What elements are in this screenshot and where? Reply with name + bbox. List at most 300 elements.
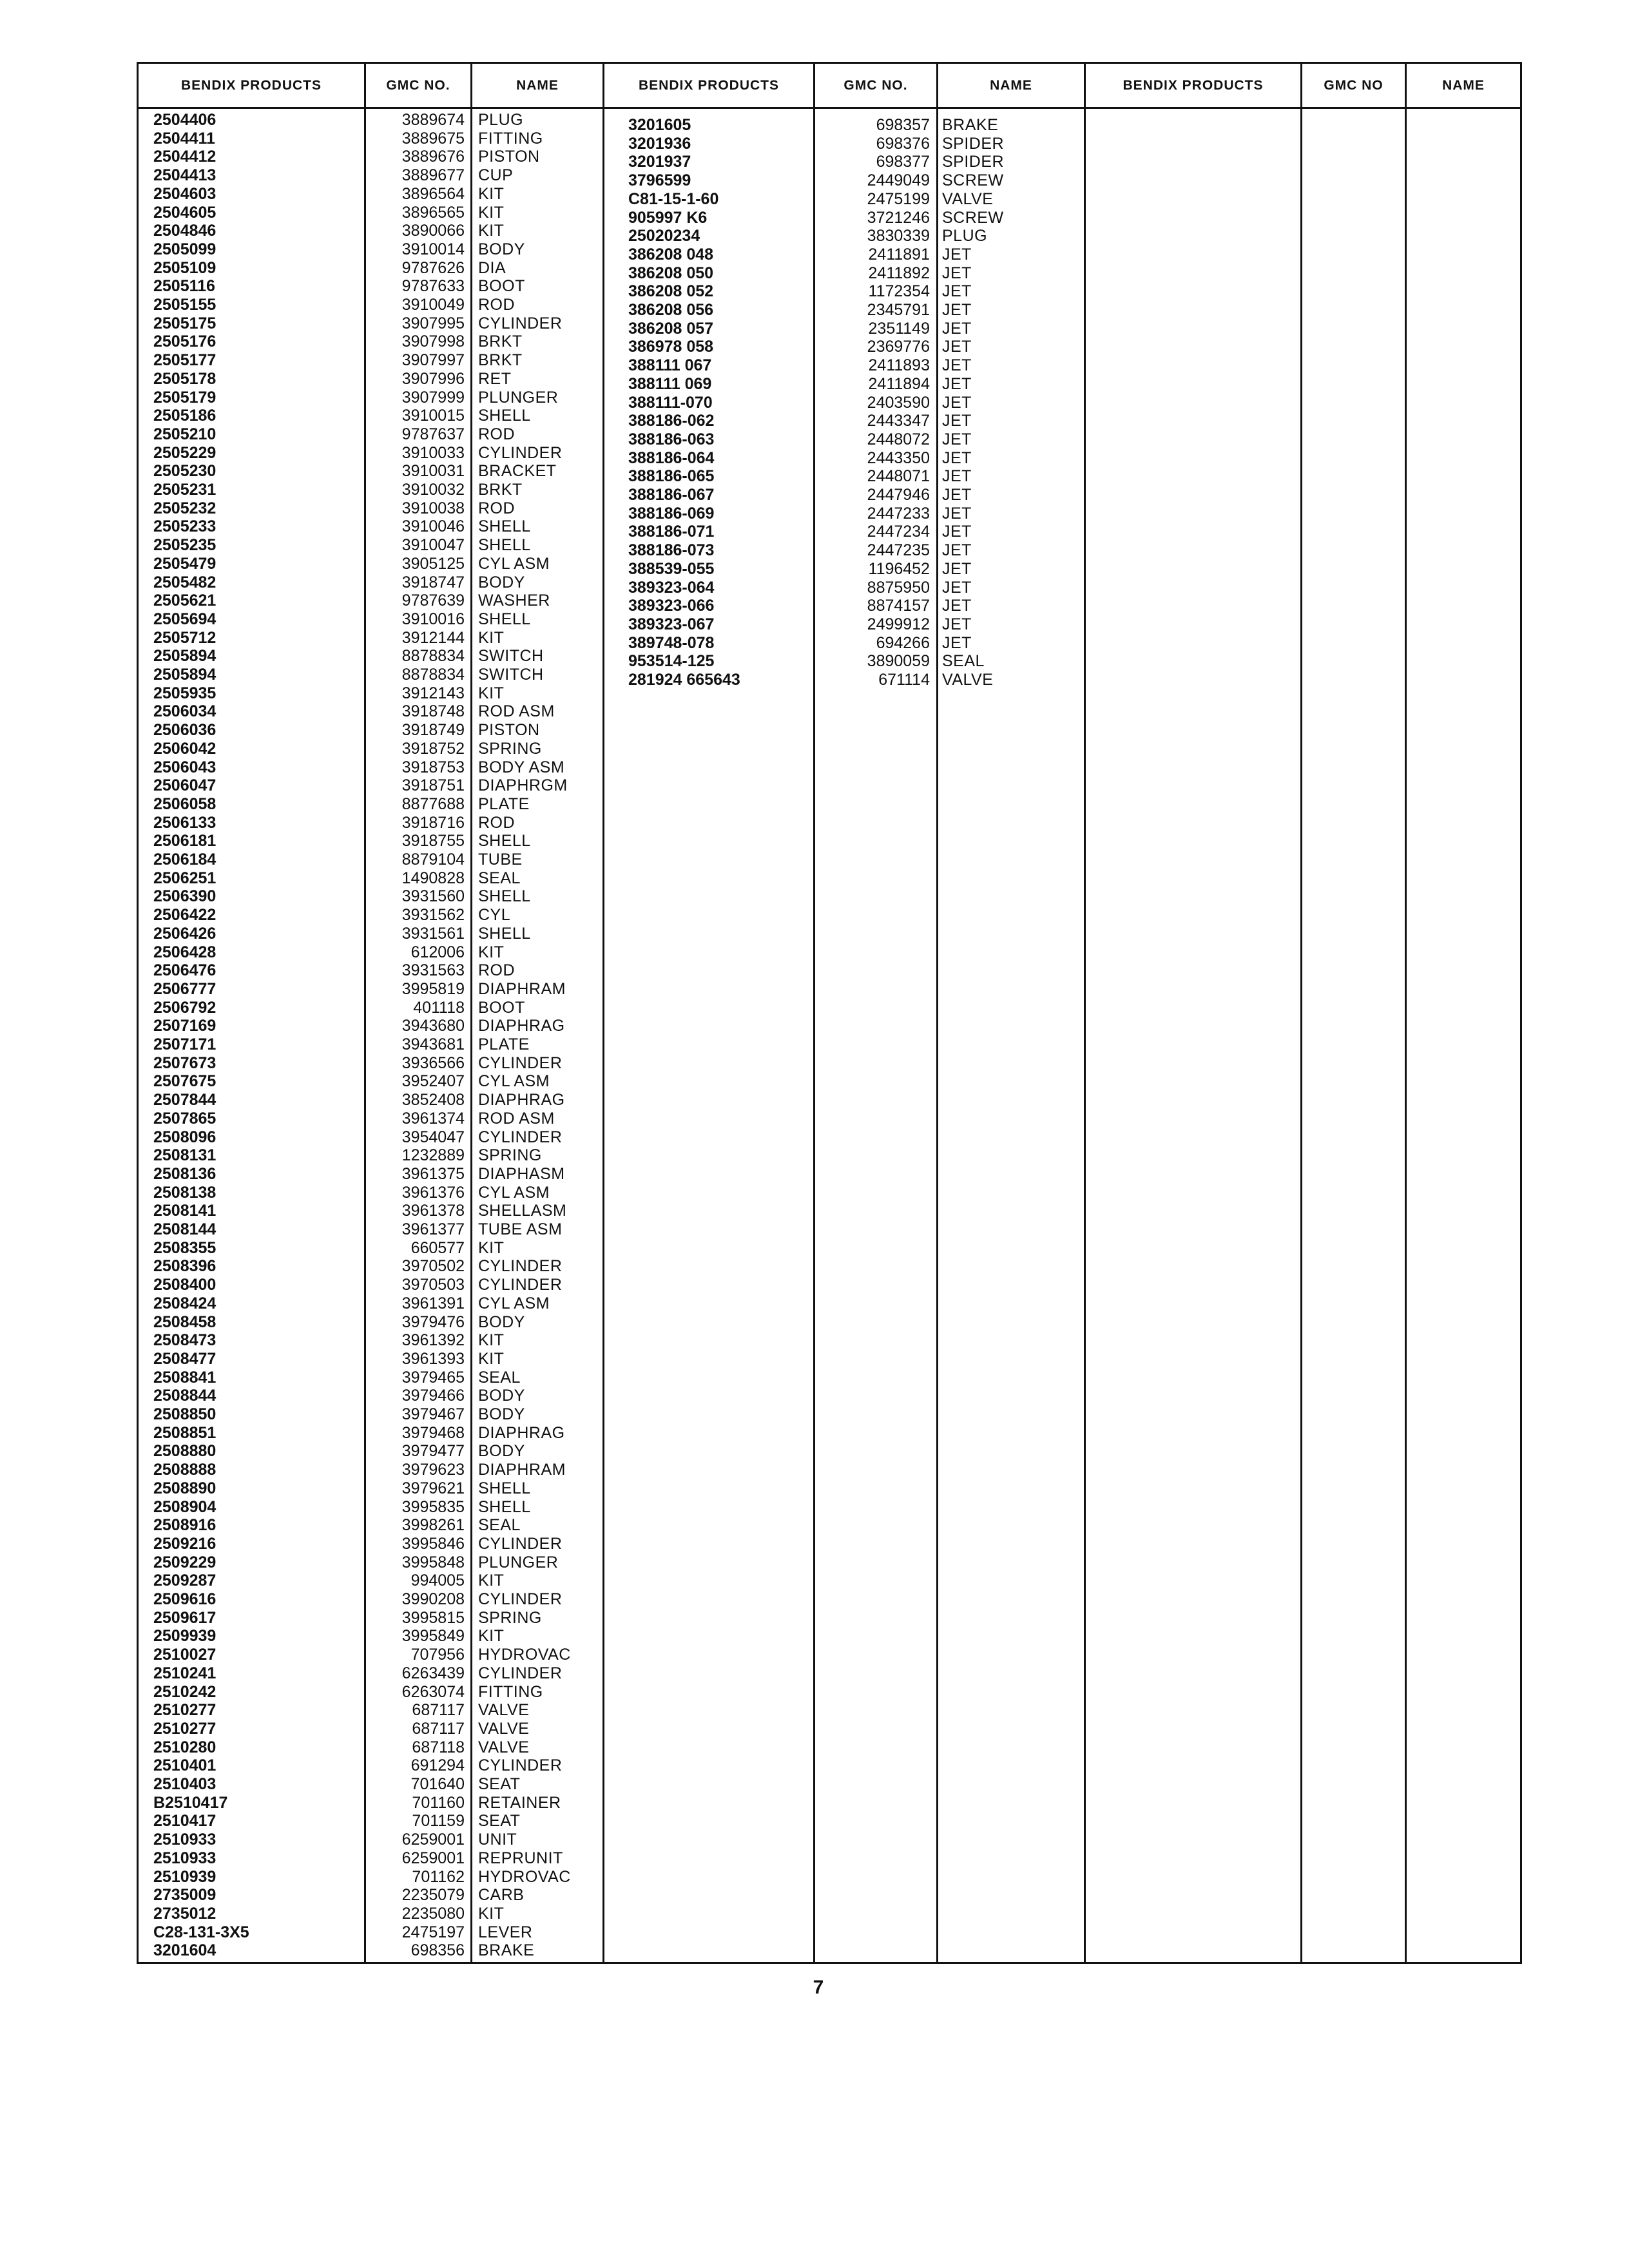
- header-gmc-no-3: GMC NO: [1324, 78, 1383, 93]
- table-row-product-number: 2508355: [153, 1238, 217, 1257]
- table-row-part-name: PISTON: [478, 721, 540, 740]
- table-row-product-number: 2510241: [153, 1664, 217, 1682]
- table-row-part-name: SPIDER: [942, 153, 1005, 171]
- table-row-product-number: 2510933: [153, 1831, 217, 1849]
- header-bendix-products-1: BENDIX PRODUCTS: [180, 78, 322, 93]
- table-row-part-name: VALVE: [942, 189, 994, 208]
- table-row-gmc-number: 3896564: [401, 184, 465, 203]
- table-row-part-name: VALVE: [478, 1738, 530, 1756]
- table-row-part-name: SEAL: [478, 1516, 521, 1535]
- table-row-part-name: PLATE: [478, 794, 530, 813]
- table-row-part-name: BODY: [478, 240, 525, 258]
- table-row-product-number: 2505109: [153, 258, 217, 277]
- table-row-product-number: 388186-073: [628, 541, 715, 560]
- table-row-product-number: 2509617: [153, 1608, 217, 1627]
- table-row-part-name: SHELL: [478, 517, 531, 536]
- table-row-part-name: SEAL: [478, 1368, 521, 1387]
- table-row-part-name: KIT: [478, 1349, 505, 1368]
- table-row-product-number: 388186-067: [628, 486, 715, 504]
- table-row-part-name: JET: [942, 412, 972, 430]
- column-divider: [936, 62, 938, 1964]
- table-row-product-number: 2509939: [153, 1627, 217, 1646]
- table-row-gmc-number: 3979476: [401, 1312, 465, 1331]
- table-row-product-number: 3201936: [628, 134, 691, 153]
- table-row-part-name: KIT: [478, 943, 505, 961]
- table-row-gmc-number: 3889675: [401, 129, 465, 148]
- table-row-product-number: 2508844: [153, 1387, 217, 1405]
- table-row-part-name: JET: [942, 374, 972, 393]
- table-row-product-number: 388186-064: [628, 448, 715, 467]
- table-row-gmc-number: 2448072: [867, 430, 930, 448]
- table-row-gmc-number: 3910038: [401, 499, 465, 517]
- table-row-part-name: BODY: [478, 1387, 525, 1405]
- table-row-gmc-number: 691294: [410, 1756, 465, 1775]
- table-row-part-name: JET: [942, 504, 972, 523]
- table-row-product-number: 2505176: [153, 332, 217, 351]
- table-row-gmc-number: 2411892: [868, 264, 930, 282]
- column-divider: [1084, 62, 1086, 1964]
- table-row-product-number: 2508473: [153, 1331, 217, 1350]
- table-row-part-name: JET: [942, 430, 972, 448]
- table-row-part-name: SEAL: [942, 652, 985, 671]
- table-row-product-number: 2510242: [153, 1682, 217, 1701]
- table-row-gmc-number: 3954047: [401, 1128, 465, 1146]
- table-row-product-number: 2505231: [153, 481, 217, 499]
- table-row-gmc-number: 687117: [412, 1719, 465, 1738]
- table-row-product-number: 2505894: [153, 647, 217, 666]
- table-row-product-number: 2505235: [153, 536, 217, 555]
- table-row-gmc-number: 3995848: [401, 1553, 465, 1571]
- table-row-part-name: CYL ASM: [478, 554, 550, 573]
- table-row-gmc-number: 8878834: [401, 666, 465, 684]
- table-row-part-name: CUP: [478, 166, 514, 185]
- table-row-part-name: SHELL: [478, 1497, 531, 1516]
- table-row-part-name: KIT: [478, 222, 505, 240]
- table-row-gmc-number: 6263439: [401, 1664, 465, 1682]
- table-row-part-name: PLUG: [478, 111, 524, 129]
- table-row-part-name: JET: [942, 356, 972, 375]
- table-row-product-number: 2506251: [153, 869, 217, 887]
- table-row-part-name: KIT: [478, 184, 505, 203]
- table-row-product-number: 2508850: [153, 1405, 217, 1423]
- table-row-part-name: CYLINDER: [478, 1053, 563, 1072]
- table-row-gmc-number: 3896565: [401, 203, 465, 222]
- page-number: 7: [813, 1977, 824, 1998]
- table-row-part-name: ROD ASM: [478, 702, 555, 721]
- header-gmc-no-1: GMC NO.: [386, 78, 450, 93]
- table-row-part-name: BRKT: [478, 332, 523, 351]
- table-row-part-name: CYLINDER: [478, 1664, 563, 1682]
- table-row-product-number: 3201937: [628, 153, 691, 171]
- table-row-gmc-number: 994005: [410, 1571, 465, 1590]
- table-row-part-name: SEAT: [478, 1812, 521, 1831]
- table-row-part-name: KIT: [478, 684, 505, 702]
- table-row-gmc-number: 3918752: [401, 739, 465, 758]
- table-row-product-number: 2505177: [153, 351, 217, 370]
- table-row-product-number: 2505099: [153, 240, 217, 258]
- table-row-product-number: 2508136: [153, 1164, 217, 1183]
- table-row-part-name: CYLINDER: [478, 1590, 563, 1608]
- table-row-product-number: 2507865: [153, 1109, 217, 1128]
- table-row-part-name: WASHER: [478, 591, 550, 610]
- table-row-gmc-number: 3995815: [401, 1608, 465, 1627]
- table-row-part-name: ROD ASM: [478, 1109, 555, 1128]
- table-row-product-number: 388186-063: [628, 430, 715, 448]
- table-row-part-name: BODY ASM: [478, 758, 565, 776]
- table-row-product-number: 2509287: [153, 1571, 217, 1590]
- table-row-part-name: CYLINDER: [478, 443, 563, 462]
- table-row-gmc-number: 3990208: [401, 1590, 465, 1608]
- table-row-product-number: 905997 K6: [628, 208, 708, 227]
- table-row-product-number: 2505479: [153, 554, 217, 573]
- table-row-product-number: 386208 050: [628, 264, 714, 282]
- table-row-part-name: KIT: [478, 203, 505, 222]
- table-row-gmc-number: 3943680: [401, 1017, 465, 1035]
- table-row-part-name: BRKT: [478, 351, 523, 370]
- table-row-gmc-number: 698377: [876, 153, 930, 171]
- table-row-product-number: 2508424: [153, 1294, 217, 1312]
- table-row-part-name: FITTING: [478, 129, 543, 148]
- table-row-gmc-number: 3890066: [401, 222, 465, 240]
- table-row-part-name: ROD: [478, 425, 516, 443]
- table-row-gmc-number: 3961393: [401, 1349, 465, 1368]
- table-row-gmc-number: 3979466: [401, 1387, 465, 1405]
- table-row-part-name: JET: [942, 467, 972, 486]
- table-row-product-number: 2510027: [153, 1646, 217, 1664]
- table-row-product-number: 2504413: [153, 166, 217, 185]
- table-row-part-name: SWITCH: [478, 647, 544, 666]
- table-row-product-number: 2508096: [153, 1128, 217, 1146]
- table-row-gmc-number: 3910014: [401, 240, 465, 258]
- table-row-gmc-number: 3979623: [401, 1461, 465, 1479]
- table-row-part-name: JET: [942, 486, 972, 504]
- table-row-part-name: JET: [942, 523, 972, 541]
- table-row-part-name: DIAPHRGM: [478, 776, 568, 795]
- table-row-part-name: SWITCH: [478, 666, 544, 684]
- table-row-product-number: 2507171: [153, 1035, 217, 1053]
- table-row-gmc-number: 3979467: [401, 1405, 465, 1423]
- table-row-part-name: JET: [942, 282, 972, 301]
- table-row-gmc-number: 3889674: [401, 111, 465, 129]
- table-row-product-number: 2506792: [153, 998, 217, 1017]
- header-gmc-no-2: GMC NO.: [843, 78, 908, 93]
- column-divider: [1300, 62, 1302, 1964]
- table-row-gmc-number: 2449049: [867, 171, 930, 190]
- table-row-part-name: SHELL: [478, 924, 531, 943]
- table-row-part-name: PLUNGER: [478, 388, 559, 407]
- table-row-gmc-number: 3961377: [401, 1220, 465, 1238]
- table-row-part-name: VALVE: [942, 671, 994, 689]
- table-row-gmc-number: 707956: [410, 1646, 465, 1664]
- table-row-product-number: 2505179: [153, 388, 217, 407]
- table-row-gmc-number: 3931563: [401, 961, 465, 980]
- table-row-gmc-number: 8875950: [867, 578, 930, 597]
- table-row-product-number: 2505621: [153, 591, 217, 610]
- table-row-gmc-number: 3970503: [401, 1276, 465, 1294]
- table-row-product-number: 388111 069: [628, 374, 712, 393]
- table-row-part-name: BODY: [478, 1405, 525, 1423]
- table-row-product-number: 2510403: [153, 1775, 217, 1793]
- table-row-part-name: SPRING: [478, 739, 542, 758]
- table-row-gmc-number: 3931561: [401, 924, 465, 943]
- table-row-part-name: SPRING: [478, 1146, 542, 1165]
- table-row-part-name: PISTON: [478, 148, 540, 166]
- table-row-product-number: 2506042: [153, 739, 217, 758]
- table-row-gmc-number: 3995835: [401, 1497, 465, 1516]
- table-row-part-name: ROD: [478, 499, 516, 517]
- table-row-product-number: 388186-069: [628, 504, 715, 523]
- table-row-product-number: 2508880: [153, 1442, 217, 1461]
- table-row-gmc-number: 3918755: [401, 832, 465, 850]
- table-row-part-name: BOOT: [478, 998, 525, 1017]
- table-row-product-number: 388111 067: [628, 356, 712, 375]
- table-row-product-number: B2510417: [153, 1793, 228, 1812]
- table-row-gmc-number: 612006: [410, 943, 465, 961]
- table-row-product-number: 2506422: [153, 906, 217, 925]
- table-row-product-number: 2505712: [153, 628, 217, 647]
- table-row-product-number: 2510417: [153, 1812, 217, 1831]
- table-row-product-number: 2506043: [153, 758, 217, 776]
- table-row-product-number: 2508131: [153, 1146, 217, 1165]
- header-name-3: NAME: [1442, 78, 1485, 93]
- table-row-gmc-number: 1172354: [868, 282, 930, 301]
- table-row-part-name: JET: [942, 338, 972, 356]
- table-row-gmc-number: 3961374: [401, 1109, 465, 1128]
- table-row-gmc-number: 687117: [412, 1701, 465, 1720]
- table-row-gmc-number: 8878834: [401, 647, 465, 666]
- table-row-gmc-number: 3995849: [401, 1627, 465, 1646]
- table-row-part-name: SHELL: [478, 407, 531, 425]
- table-row-gmc-number: 2369776: [867, 338, 930, 356]
- table-row-part-name: HYDROVAC: [478, 1646, 571, 1664]
- table-row-gmc-number: 3910032: [401, 481, 465, 499]
- table-row-part-name: CYLINDER: [478, 1276, 563, 1294]
- table-row-gmc-number: 3979468: [401, 1423, 465, 1442]
- table-row-gmc-number: 2499912: [867, 615, 930, 633]
- table-row-product-number: 2508138: [153, 1183, 217, 1202]
- table-row-part-name: SHELL: [478, 536, 531, 555]
- header-bendix-products-2: BENDIX PRODUCTS: [638, 78, 780, 93]
- table-row-product-number: 389323-064: [628, 578, 715, 597]
- table-row-gmc-number: 2443347: [867, 412, 930, 430]
- table-row-gmc-number: 3910049: [401, 296, 465, 314]
- table-row-product-number: 2507675: [153, 1072, 217, 1091]
- table-row-product-number: 3201604: [153, 1941, 217, 1960]
- table-row-product-number: C81-15-1-60: [628, 189, 719, 208]
- table-row-product-number: 2506133: [153, 813, 217, 832]
- table-row-gmc-number: 3918716: [401, 813, 465, 832]
- table-row-product-number: 2505894: [153, 666, 217, 684]
- table-row-product-number: 388186-065: [628, 467, 715, 486]
- table-row-part-name: JET: [942, 319, 972, 338]
- table-row-product-number: 3796599: [628, 171, 691, 190]
- table-row-gmc-number: 671114: [878, 671, 930, 689]
- table-row-product-number: 2508144: [153, 1220, 217, 1238]
- table-row-product-number: 2508841: [153, 1368, 217, 1387]
- table-row-part-name: JET: [942, 448, 972, 467]
- table-row-part-name: SHELLASM: [478, 1202, 567, 1220]
- table-row-part-name: BRACKET: [478, 462, 557, 481]
- table-row-gmc-number: 3910031: [401, 462, 465, 481]
- table-row-gmc-number: 3918753: [401, 758, 465, 776]
- table-row-gmc-number: 3943681: [401, 1035, 465, 1053]
- table-row-gmc-number: 9787639: [401, 591, 465, 610]
- table-row-gmc-number: 3910016: [401, 610, 465, 628]
- table-row-gmc-number: 3961378: [401, 1202, 465, 1220]
- table-row-gmc-number: 3961392: [401, 1331, 465, 1350]
- table-row-product-number: 2508904: [153, 1497, 217, 1516]
- table-row-gmc-number: 2448071: [867, 467, 930, 486]
- table-row-part-name: CYL ASM: [478, 1183, 550, 1202]
- table-row-gmc-number: 698357: [876, 116, 930, 134]
- table-row-part-name: RETAINER: [478, 1793, 561, 1812]
- table-row-gmc-number: 1196452: [868, 559, 930, 578]
- table-row-part-name: JET: [942, 615, 972, 633]
- table-row-product-number: 2505116: [153, 277, 215, 296]
- table-row-gmc-number: 2447233: [867, 504, 930, 523]
- table-row-gmc-number: 3907995: [401, 314, 465, 332]
- table-row-product-number: 2504412: [153, 148, 217, 166]
- table-row-gmc-number: 3961375: [401, 1164, 465, 1183]
- table-row-product-number: 389323-066: [628, 597, 715, 615]
- table-row-product-number: 2508396: [153, 1257, 217, 1276]
- table-row-gmc-number: 401118: [413, 998, 465, 1017]
- table-row-gmc-number: 3905125: [401, 554, 465, 573]
- table-row-gmc-number: 694266: [876, 633, 930, 652]
- table-row-gmc-number: 3918749: [401, 721, 465, 740]
- table-row-product-number: C28-131-3X5: [153, 1923, 249, 1941]
- table-row-part-name: PLUNGER: [478, 1553, 559, 1571]
- table-row-product-number: 2505229: [153, 443, 217, 462]
- table-row-gmc-number: 1490828: [401, 869, 465, 887]
- table-row-part-name: JET: [942, 264, 972, 282]
- table-row-gmc-number: 2235080: [401, 1904, 465, 1923]
- table-row-product-number: 281924 665643: [628, 671, 740, 689]
- table-row-part-name: RET: [478, 369, 512, 388]
- table-row-part-name: DIAPHRAM: [478, 979, 566, 998]
- table-row-product-number: 2504605: [153, 203, 217, 222]
- table-row-part-name: JET: [942, 301, 972, 319]
- table-row-part-name: BODY: [478, 1442, 525, 1461]
- table-row-product-number: 2510277: [153, 1719, 217, 1738]
- table-row-product-number: 2505232: [153, 499, 217, 517]
- table-row-gmc-number: 3907998: [401, 332, 465, 351]
- table-row-part-name: SCREW: [942, 208, 1004, 227]
- table-row-product-number: 386208 056: [628, 301, 714, 319]
- table-row-part-name: KIT: [478, 1331, 505, 1350]
- table-row-gmc-number: 3995846: [401, 1534, 465, 1553]
- table-row-gmc-number: 3961391: [401, 1294, 465, 1312]
- table-row-product-number: 2504411: [153, 129, 215, 148]
- table-row-product-number: 388111-070: [628, 393, 713, 412]
- table-row-product-number: 2506058: [153, 794, 217, 813]
- table-row-product-number: 2508477: [153, 1349, 217, 1368]
- table-row-product-number: 2509216: [153, 1534, 217, 1553]
- table-row-product-number: 2506047: [153, 776, 217, 795]
- table-row-product-number: 388539-055: [628, 559, 715, 578]
- table-row-part-name: CYLINDER: [478, 1128, 563, 1146]
- table-row-part-name: SHELL: [478, 832, 531, 850]
- table-row-product-number: 2509616: [153, 1590, 217, 1608]
- table-row-product-number: 2510933: [153, 1849, 217, 1867]
- table-row-gmc-number: 6259001: [401, 1831, 465, 1849]
- table-row-gmc-number: 660577: [410, 1238, 465, 1257]
- table-row-gmc-number: 3979621: [401, 1479, 465, 1497]
- table-row-product-number: 3201605: [628, 116, 691, 134]
- table-row-product-number: 2735012: [153, 1904, 217, 1923]
- header-bendix-products-3: BENDIX PRODUCTS: [1123, 78, 1264, 93]
- table-row-part-name: CYL ASM: [478, 1294, 550, 1312]
- table-row-product-number: 2504406: [153, 111, 217, 129]
- table-row-part-name: KIT: [478, 1627, 505, 1646]
- table-row-product-number: 386208 052: [628, 282, 714, 301]
- table-row-product-number: 2504846: [153, 222, 217, 240]
- table-row-gmc-number: 701160: [412, 1793, 465, 1812]
- table-row-gmc-number: 3918748: [401, 702, 465, 721]
- table-row-part-name: SHELL: [478, 887, 531, 906]
- table-row-part-name: DIAPHRAG: [478, 1091, 565, 1110]
- header-name-2: NAME: [990, 78, 1032, 93]
- table-row-part-name: JET: [942, 559, 972, 578]
- table-row-part-name: KIT: [478, 1904, 505, 1923]
- table-row-product-number: 2508916: [153, 1516, 217, 1535]
- table-row-product-number: 386208 048: [628, 245, 714, 264]
- table-row-gmc-number: 6259001: [401, 1849, 465, 1867]
- table-row-product-number: 2507844: [153, 1091, 217, 1110]
- table-row-gmc-number: 1232889: [401, 1146, 465, 1165]
- table-row-part-name: JET: [942, 633, 972, 652]
- table-row-part-name: KIT: [478, 628, 505, 647]
- table-row-product-number: 2505155: [153, 296, 217, 314]
- table-row-gmc-number: 3907996: [401, 369, 465, 388]
- table-row-gmc-number: 3979477: [401, 1442, 465, 1461]
- table-row-product-number: 2505186: [153, 407, 217, 425]
- table-row-gmc-number: 701640: [410, 1775, 465, 1793]
- table-row-gmc-number: 3970502: [401, 1257, 465, 1276]
- table-row-gmc-number: 3918751: [401, 776, 465, 795]
- table-row-part-name: JET: [942, 541, 972, 560]
- table-row-part-name: HYDROVAC: [478, 1867, 571, 1886]
- table-row-product-number: 2505935: [153, 684, 217, 702]
- table-row-gmc-number: 3918747: [401, 573, 465, 591]
- table-row-product-number: 388186-062: [628, 412, 715, 430]
- table-row-product-number: 953514-125: [628, 652, 715, 671]
- table-row-part-name: KIT: [478, 1571, 505, 1590]
- table-row-gmc-number: 9787626: [401, 258, 465, 277]
- table-row-product-number: 2508141: [153, 1202, 217, 1220]
- table-row-gmc-number: 2447946: [867, 486, 930, 504]
- table-row-part-name: BODY: [478, 1312, 525, 1331]
- table-row-part-name: SCREW: [942, 171, 1004, 190]
- table-row-product-number: 2507169: [153, 1017, 217, 1035]
- table-row-product-number: 386208 057: [628, 319, 714, 338]
- table-row-product-number: 25020234: [628, 227, 700, 245]
- table-row-gmc-number: 3912143: [401, 684, 465, 702]
- table-row-gmc-number: 3952407: [401, 1072, 465, 1091]
- table-row-product-number: 388186-071: [628, 523, 715, 541]
- table-row-product-number: 2504603: [153, 184, 217, 203]
- table-row-part-name: JET: [942, 578, 972, 597]
- table-row-gmc-number: 3852408: [401, 1091, 465, 1110]
- table-row-part-name: ROD: [478, 296, 516, 314]
- table-row-gmc-number: 8877688: [401, 794, 465, 813]
- table-row-gmc-number: 3961376: [401, 1183, 465, 1202]
- table-row-part-name: DIAPHRAG: [478, 1017, 565, 1035]
- table-row-gmc-number: 3995819: [401, 979, 465, 998]
- table-row-product-number: 2505175: [153, 314, 217, 332]
- table-row-part-name: CARB: [478, 1886, 525, 1905]
- table-row-part-name: VALVE: [478, 1719, 530, 1738]
